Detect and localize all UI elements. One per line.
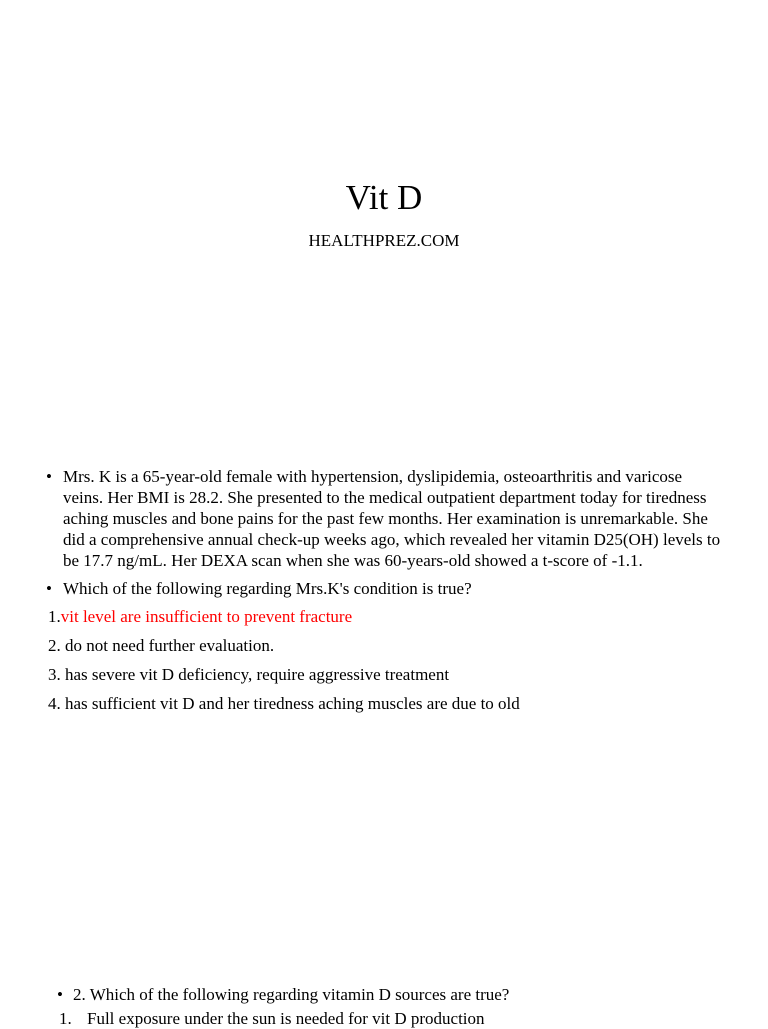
option-number: 4.	[48, 694, 61, 713]
option-number: 1.	[48, 607, 61, 626]
option-number: 3.	[48, 665, 61, 684]
case-text: Mrs. K is a 65-year-old female with hypertension, dyslipidemia, osteoarthritis and varicose veins. Her BMI is 28.2. She presented to the medical outpatient department today for tiredness aching muscles and bone pains for the past few months. Her examination is unremarkable. She did a comprehensive annual check-up weeks ago, which revealed her vitamin D25(OH) levels to be 17.7 ng/mL. Her DEXA scan when she was 60-years-old showed a t-score of -1.1.	[63, 467, 721, 570]
slide-subtitle: HEALTHPREZ.COM	[308, 231, 460, 250]
option-text: has severe vit D deficiency, require aggressive treatment	[60, 665, 450, 684]
option-text: vit level are insufficient to prevent fracture	[60, 607, 353, 626]
case-bullet	[44, 466, 724, 571]
bullet-icon: •	[46, 579, 52, 598]
option-text: has sufficient vit D and her tiredness aching muscles are due to old	[60, 694, 520, 713]
option-number: 2.	[48, 636, 61, 655]
question-bullet	[44, 578, 724, 599]
answer-option-1	[44, 606, 724, 627]
answer-option-3	[44, 664, 724, 685]
slide-title: Vit D	[345, 178, 423, 217]
bullet-icon: •	[57, 985, 63, 1004]
question-2-bullet	[55, 984, 755, 1005]
option-number: 1.	[59, 1009, 72, 1028]
question-block	[44, 466, 724, 714]
answer-option-2	[44, 635, 724, 656]
option-text: Full exposure under the sun is needed for vit D production	[87, 1009, 485, 1028]
option-text: do not need further evaluation.	[60, 636, 275, 655]
answer-option-4	[44, 693, 724, 714]
question-2-option-1	[59, 1008, 755, 1029]
question-text: Which of the following regarding Mrs.K's condition is true?	[63, 579, 472, 598]
question-2-block	[55, 984, 755, 1029]
question-2-text: 2. Which of the following regarding vitamin D sources are true?	[73, 985, 510, 1004]
bullet-icon: •	[46, 467, 52, 486]
